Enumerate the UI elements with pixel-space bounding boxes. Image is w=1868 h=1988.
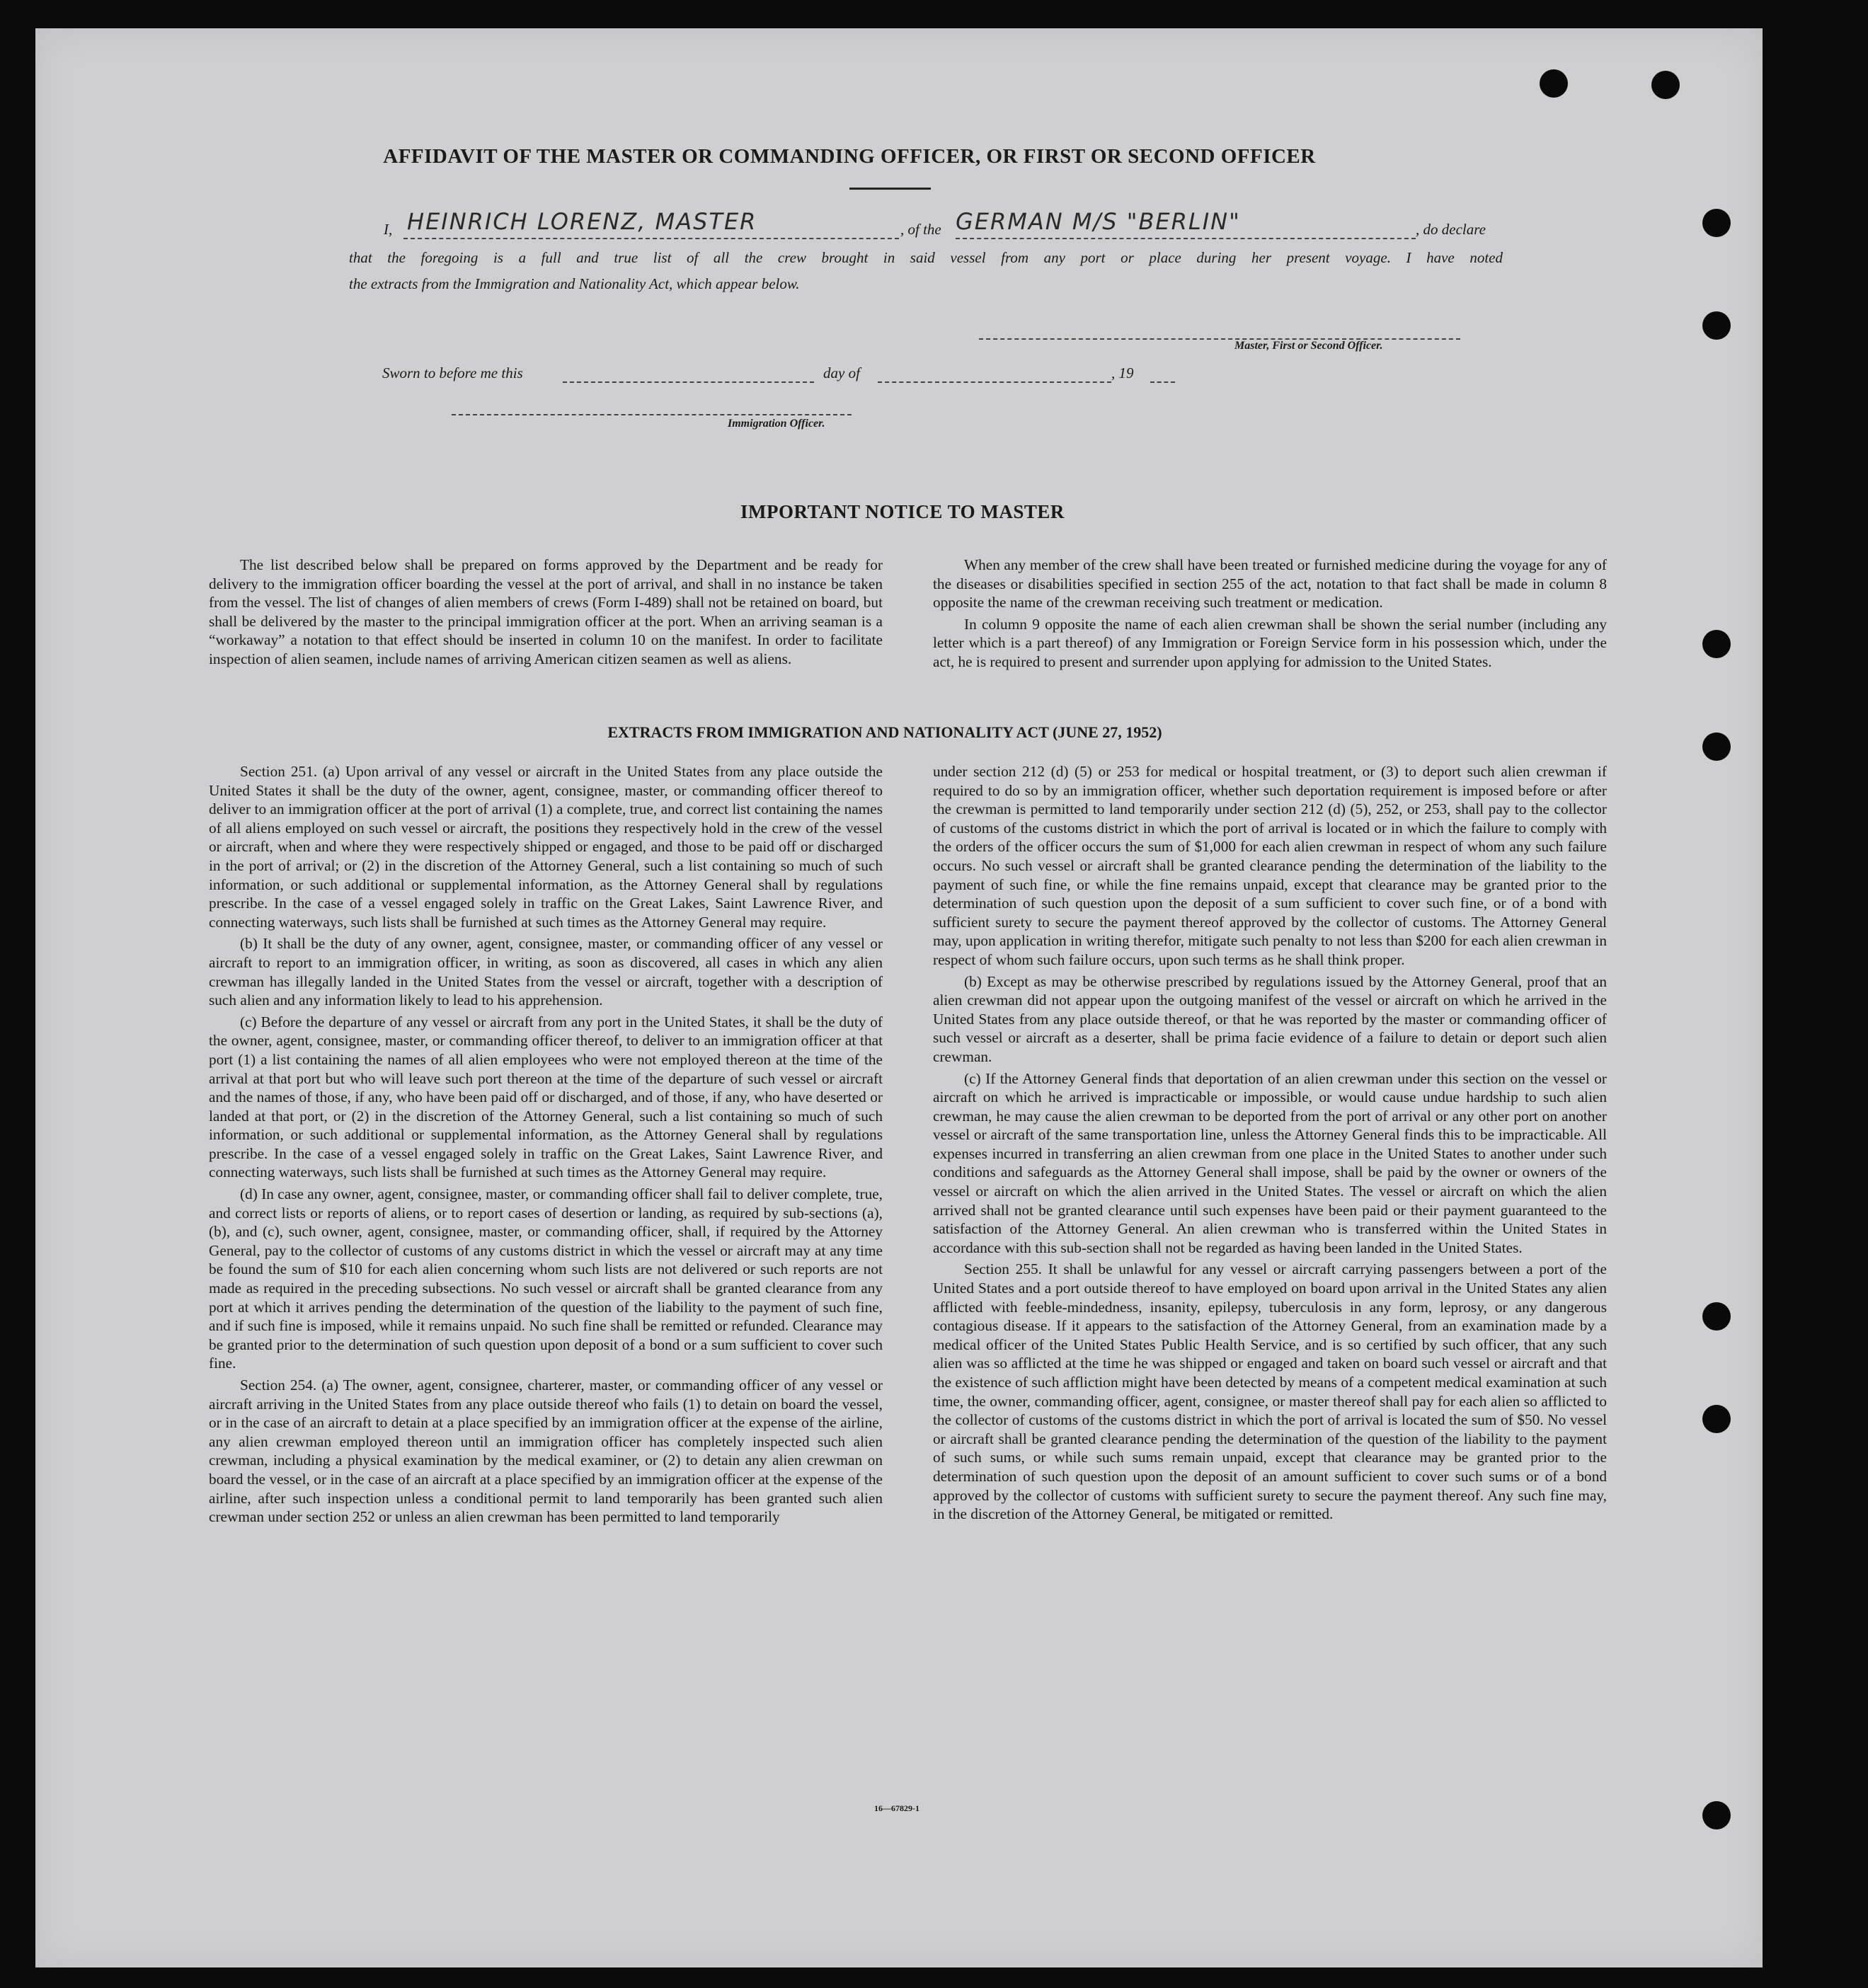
form-number: 16—67829-1 — [874, 1803, 919, 1813]
extract-paragraph: (c) Before the departure of any vessel or aircraft from any port in the United States, it shall be the duty of the owner, agent, consignee, master, or commanding officer thereof, to deliver to an immigration officer at that port (1) a list containing the names of all alien employees who were not employed thereon at the time of the arrival at that port but who will leave such port thereon at the time of the departure of such vessel or aircraft and the names of those, if any, who have been paid off or discharged, and of those, if any, who have deserted or landed at that port, or (2) in the discretion of the Attorney General, such a list containing so much of such information, or such additional or supplemental information, as the Attorney General shall by regulations prescribe. In the case of a vessel engaged solely in traffic on the Great Lakes, Saint Lawrence River, and connecting waterways, such lists shall be furnished at such times as the Attorney General may require. — [209, 1013, 883, 1181]
extracts-title: EXTRACTS FROM IMMIGRATION AND NATIONALITY ACT (JUNE 27, 1952) — [607, 723, 1162, 741]
punch-hole — [1702, 732, 1731, 761]
affidavit-title: AFFIDAVIT OF THE MASTER OR COMMANDING OFFICER, OR FIRST OR SECOND OFFICER — [383, 145, 1316, 168]
notice-title: IMPORTANT NOTICE TO MASTER — [740, 501, 1065, 522]
of-the-label: , of the — [900, 221, 941, 238]
extract-paragraph: Section 255. It shall be unlawful for any vessel or aircraft carrying passengers between a port of the United States and a port outside thereof to have employed on board upon arrival in the United States any alien afflicted with feeble-mindedness, insanity, epilepsy, tuberculosis in any form, leprosy, or any dangerous contagious disease. If it appears to the satisfaction of the Attorney General, from an examination made by a medical officer of the United States Public Health Service, and is so certified by such officer, that any such alien was so afflicted at the time he was shipped or engaged and taken on board such vessel or aircraft and that the existence of such affliction might have been detected by means of a competent medical examination at such time, the owner, commanding officer, agent, consignee, or master thereof shall pay for each alien so afflicted to the collector of customs of the customs district in which the port of arrival is located the sum of $50. No vessel or aircraft shall be granted clearance pending the determination of the question of the liability to the payment of such sums, or while such sums remain unpaid, except that clearance may be granted prior to the determination of such question upon the deposit of an amount sufficient to cover such sums or of a bond approved by the collector of customs with sufficient surety to secure the payment thereof. Any such fine may, in the discretion of the Attorney General, be mitigated or remitted. — [933, 1260, 1607, 1523]
do-declare-label: , do declare — [1416, 221, 1486, 238]
master-signature-label: Master, First or Second Officer. — [1234, 340, 1383, 352]
punch-hole — [1702, 311, 1731, 340]
extracts-left-column — [209, 762, 883, 1529]
punch-hole — [1651, 71, 1680, 99]
notice-left-paragraph: The list described below shall be prepared on forms approved by the Department and be ready for delivery to the immigration officer boarding the vessel at the port of arrival, and shall in no instance be taken from the vessel. The list of changes of alien members of crews (Form I-489) shall not be retained on board, but shall be delivered by the master to the principal immigration officer at the port. When an arriving seaman is a “workaway” a notation to that effect should be inserted in column 10 on the manifest. In order to facilitate inspection of alien seamen, include names of arriving American citizen seamen as well as aliens. — [209, 556, 883, 667]
i-label: I, — [384, 221, 393, 238]
extract-paragraph: Section 251. (a) Upon arrival of any vessel or aircraft in the United States from any place outside the United States it shall be the duty of the owner, agent, consignee, master, or commanding officer thereof to deliver to an immigration officer at the port of arrival (1) a complete, true, and correct list containing the names of all aliens employed on such vessel or aircraft, the positions they respectively hold in the crew of the vessel or aircraft, when and where they were respectively shipped or engaged, and those to be paid off or discharged in the port of arrival; or (2) in the discretion of the Attorney General, such a list containing so much of such information, or such additional or supplemental information, as the Attorney General shall by regulations prescribe. In the case of a vessel engaged solely in traffic on the Great Lakes, Saint Lawrence River, and connecting waterways, such lists shall be furnished at such times as the Attorney General may require. — [209, 763, 883, 931]
master-name-handwritten: HEINRICH LORENZ, MASTER — [407, 208, 757, 235]
extract-paragraph: (d) In case any owner, agent, consignee, master, or commanding officer shall fail to deliver complete, true, and correct lists or reports of aliens, or to report cases of desertion or landing, as required by sub-sections (a), (b), and (c), such owner, agent, consignee, master, or commanding officer, shall, if required by the Attorney General, pay to the collector of customs of any customs district in which the vessel or aircraft may at any time be found the sum of $10 for each alien concerning whom such lists are not delivered or such reports are not made as required in the preceding subsections. No such vessel or aircraft shall be granted clearance from any port at which it arrives pending the determination of the question of the liability to the payment of such fine, and if such fine is imposed, while it remains unpaid. No such fine shall be remitted or refunded. Clearance may be granted prior to the determination of such question upon deposit of a bond or a sum sufficient to cover such fine. — [209, 1185, 883, 1372]
extract-paragraph: (c) If the Attorney General finds that deportation of an alien crewman under this section on the vessel or aircraft on which he arrived is impracticable or impossible, or would cause undue hardship to such alien crewman, he may cause the alien crewman to be deported from the port of arrival or any other port on another vessel or aircraft of the same transportation line, unless the Attorney General finds this to be impracticable. All expenses incurred in transferring an alien crewman from one place in the United States to another under such conditions and safeguards as the Attorney General shall impose, shall be paid by the owner or owners of the vessel or aircraft on which the alien arrived in the United States. The vessel or aircraft on which the alien arrived shall not be granted clearance until such expenses have been paid or their payment guaranteed to the satisfaction of the Attorney General. An alien crewman who is transferred within the United States in accordance with this sub-section shall not be regarded as having been landed in the United States. — [933, 1069, 1607, 1256]
punch-hole — [1702, 1302, 1731, 1331]
sworn-month-line — [878, 381, 1111, 383]
sworn-date-line — [563, 381, 814, 383]
vessel-line — [956, 238, 1416, 239]
title-rule — [849, 188, 931, 190]
day-of-label: day of — [823, 364, 860, 381]
extract-paragraph: under section 212 (d) (5) or 253 for medical or hospital treatment, or (3) to deport such alien crewman if required to do so by an immigration officer, whether such deportation requirement is imposed before or after the crewman is permitted to land temporarily under section 212 (d) (5), 252, or 253, shall pay to the collector of customs of the customs district in which the port of arrival is located or in which the failure to comply with the orders of the officer occurs the sum of $1,000 for each alien crewman in respect of whom any such failure occurs. No such vessel or aircraft shall be granted clearance pending the determination of the liability to the payment of such fine, or while the fine remains unpaid, except that clearance may be granted prior to the determination of such question upon the deposit of a sum sufficient to cover such fine, or of a bond with sufficient surety to secure the payment thereof approved by the collector of customs. The Attorney General may, upon application in writing therefor, mitigate such penalty to not less than $200 for each alien crewman in respect of whom such failure occurs, upon such terms as he shall think proper. — [933, 763, 1607, 968]
year-prefix-label: , 19 — [1111, 364, 1134, 381]
officer-signature-line — [452, 414, 852, 415]
extract-paragraph: (b) It shall be the duty of any owner, agent, consignee, master, or commanding officer of any vessel or aircraft to report to an immigration officer, in writing, as soon as discovered, all cases in which any alien crewman has illegally landed in the United States from the vessel or aircraft, together with a description of such alien and any information likely to lead to his apprehension. — [209, 935, 883, 1009]
punch-hole — [1702, 1801, 1731, 1829]
extracts-right-column — [933, 762, 1607, 1527]
officer-signature-label: Immigration Officer. — [728, 418, 825, 430]
name-line — [403, 238, 899, 239]
extract-paragraph: Section 254. (a) The owner, agent, consignee, charterer, master, or commanding officer of any vessel or aircraft arriving in the United States from any place outside thereof who fails (1) to detain on board the vessel, or in the case of an aircraft to detain at a place specified by an immigration officer at the expense of the airline, any alien crewman employed thereon until an immigration officer has completely inspected such alien crewman, including a physical examination by the medical examiner, or (2) to detain any alien crewman on board the vessel, or in the case of an aircraft at a place specified by an immigration officer at the expense of the airline, after such inspection unless a conditional permit to land temporarily has been granted such alien crewman under section 252 or unless an alien crewman has been permitted to land temporarily — [209, 1377, 883, 1526]
statement-line-2: the extracts from the Immigration and Nationality Act, which appear below. — [349, 275, 800, 292]
notice-right-paragraph-2: In column 9 opposite the name of each alien crewman shall be shown the serial number (including any letter which is a part thereof) of any Immigration or Foreign Service form in his possession which, under the act, he is required to present and surrender upon applying for admission to the United States. — [933, 615, 1607, 670]
document-page — [35, 28, 1763, 1967]
master-signature-line — [979, 338, 1460, 340]
notice-right-column — [933, 556, 1607, 674]
sworn-label: Sworn to before me this — [382, 364, 523, 381]
notice-right-paragraph-1: When any member of the crew shall have been treated or furnished medicine during the voyage for any of the diseases or disabilities specified in section 255 of the act, notation to that fact shall be made in column 8 opposite the name of the crewman receiving such treatment or medication. — [933, 556, 1607, 611]
notice-left-column — [209, 556, 883, 672]
vessel-name-handwritten: GERMAN M/S "BERLIN" — [956, 208, 1241, 235]
extract-paragraph: (b) Except as may be otherwise prescribed by regulations issued by the Attorney General, proof that an alien crewman did not appear upon the outgoing manifest of the vessel or aircraft on which he arrived in the United States from any place outside thereof, or that he was reported by the master or commanding officer of such vessel or aircraft as a deserter, shall be prima facie evidence of a failure to detain or deport such alien crewman. — [933, 972, 1607, 1065]
punch-hole — [1540, 69, 1568, 98]
punch-hole — [1702, 209, 1731, 237]
punch-hole — [1702, 630, 1731, 658]
punch-hole — [1702, 1405, 1731, 1433]
sworn-year-line — [1150, 381, 1175, 383]
statement-line-1: that the foregoing is a full and true list of all the crew brought in said vessel from any port or place during her present voyage. I have noted — [349, 249, 1503, 266]
